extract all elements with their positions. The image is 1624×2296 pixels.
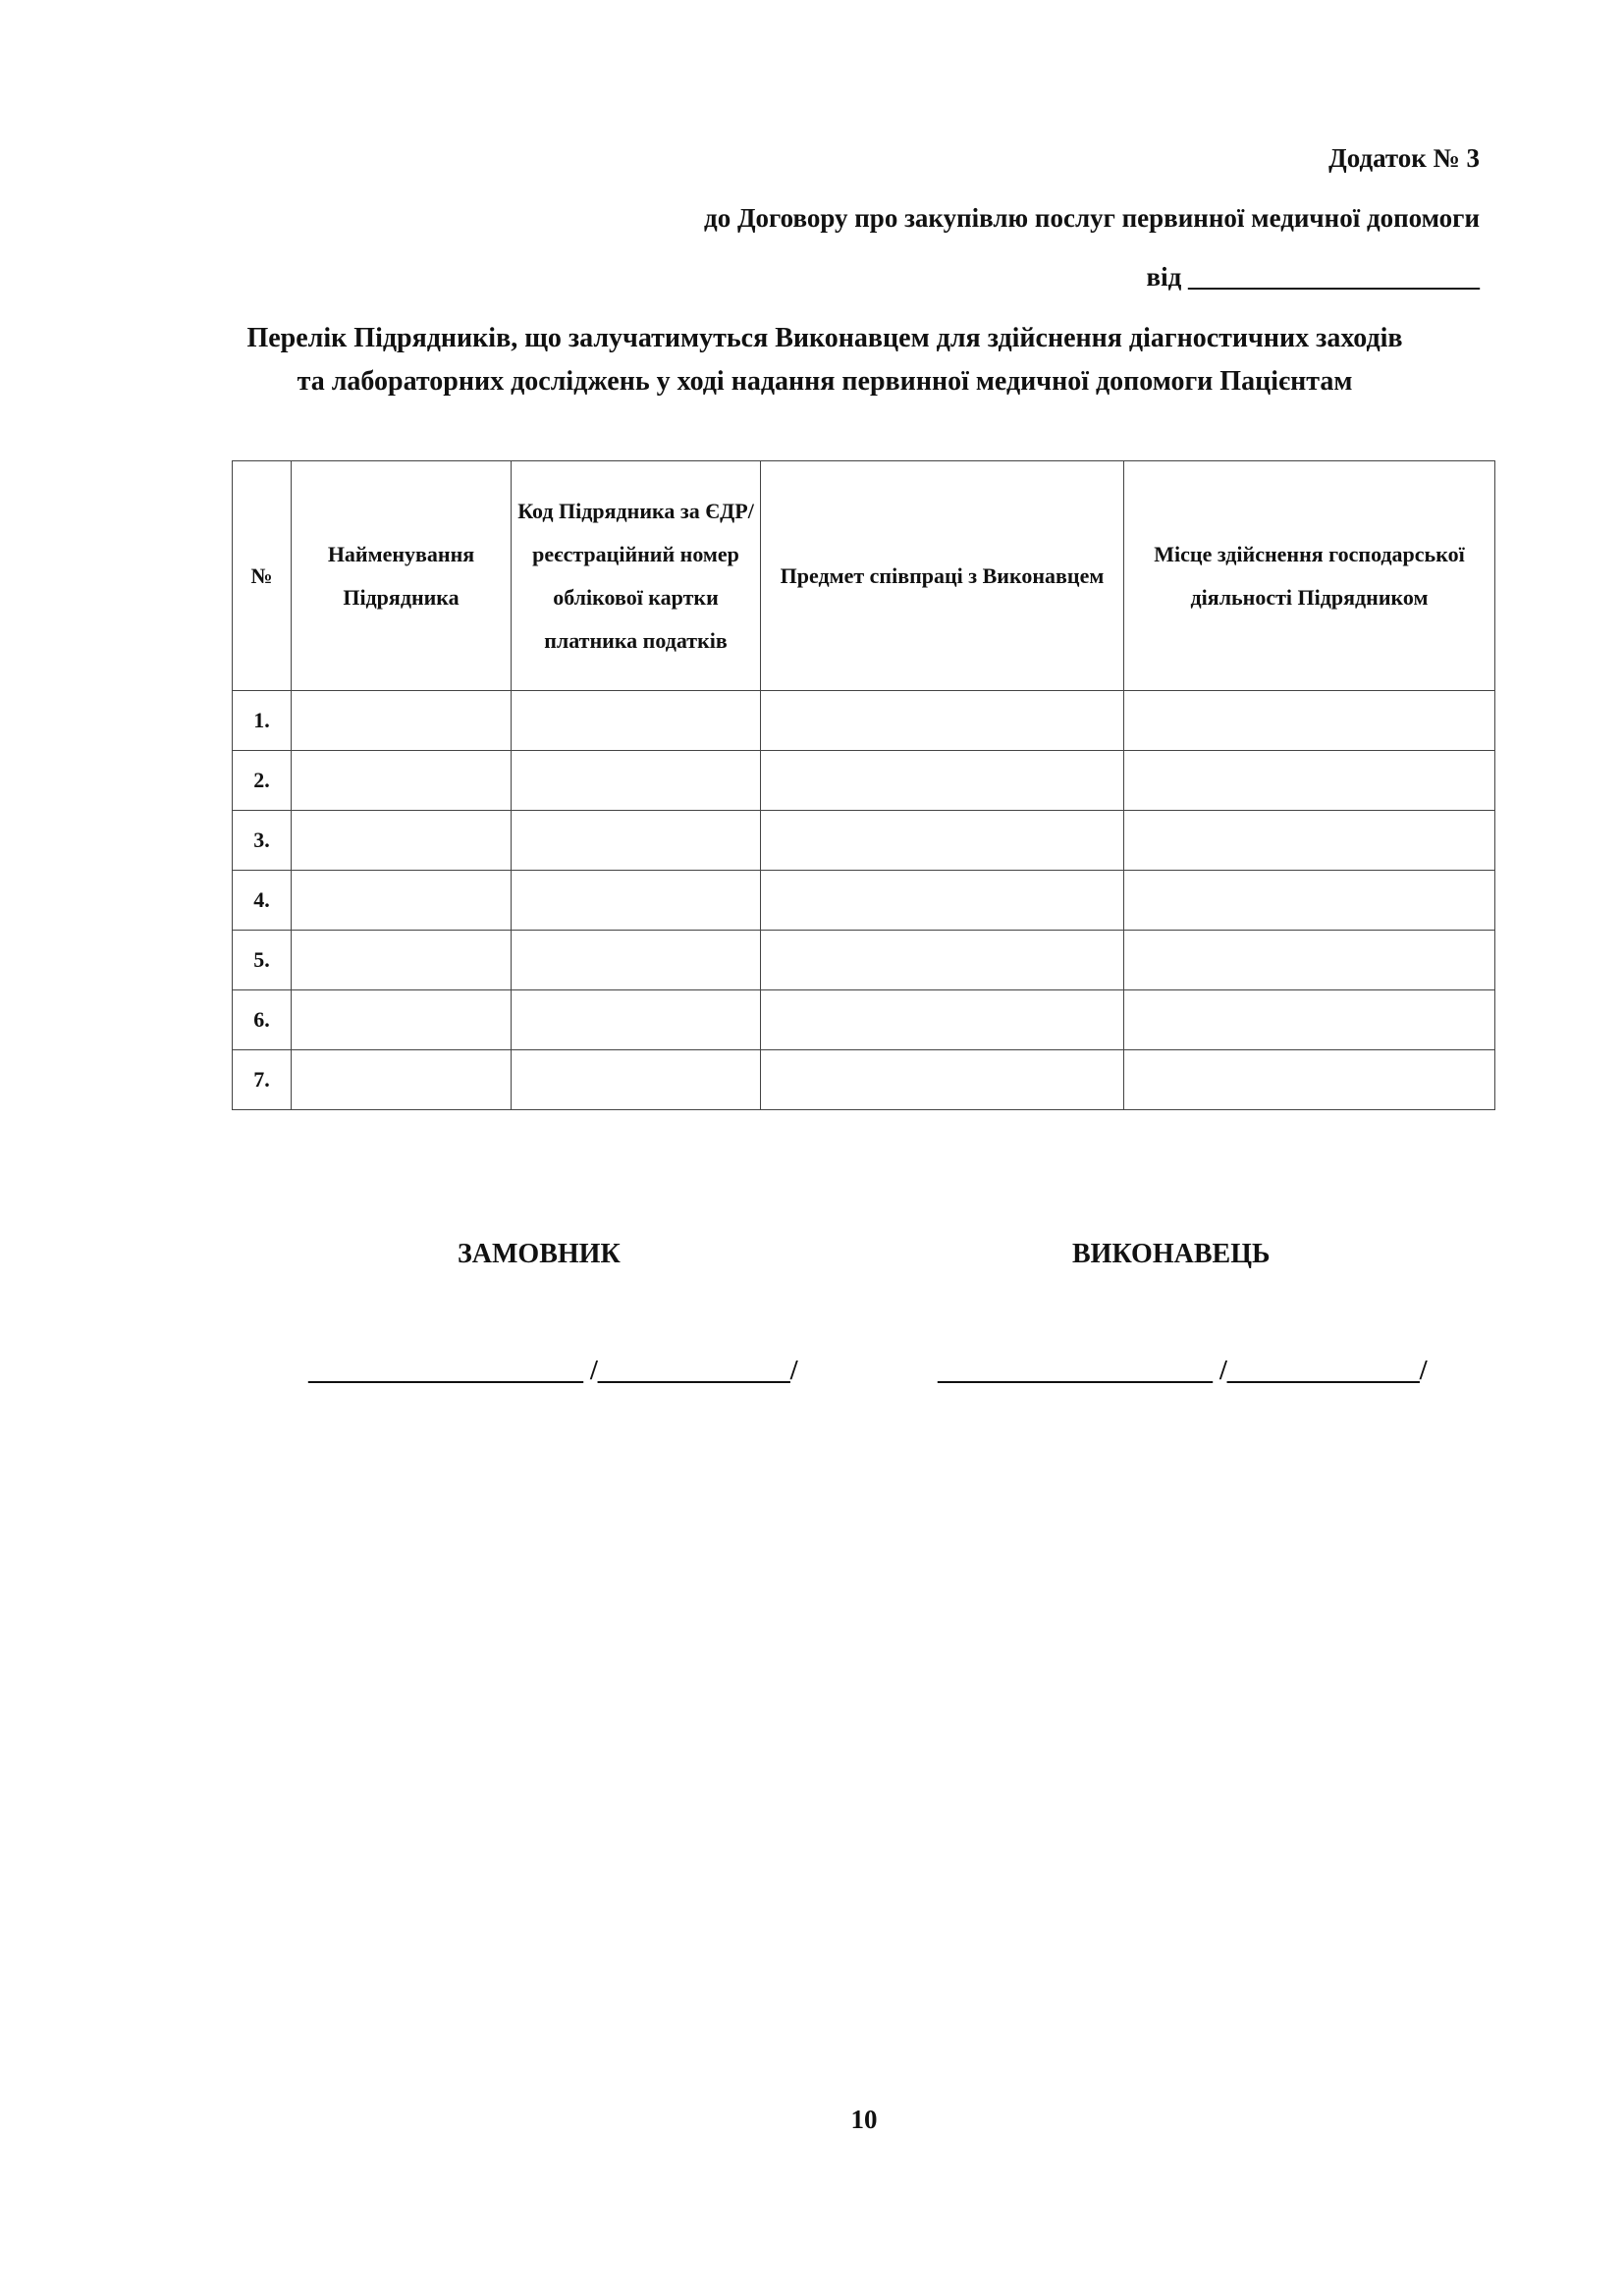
cell-name[interactable] [292, 871, 512, 931]
row-number: 7. [233, 1050, 292, 1110]
cell-name[interactable] [292, 990, 512, 1050]
customer-signature-line[interactable]: ____________________ /______________/ [308, 1356, 798, 1386]
contract-reference: до Договору про закупівлю послуг первинної медичної допомоги [704, 203, 1480, 233]
cell-code[interactable] [512, 751, 761, 811]
cell-subject[interactable] [761, 811, 1124, 871]
contractor-signature-line[interactable]: ____________________ /______________/ [938, 1356, 1428, 1386]
table-row [233, 1050, 1495, 1110]
cell-name[interactable] [292, 811, 512, 871]
row-number: 3. [233, 811, 292, 871]
subcontractors-table [232, 460, 1495, 1110]
cell-subject[interactable] [761, 990, 1124, 1050]
cell-subject[interactable] [761, 1050, 1124, 1110]
cell-subject[interactable] [761, 871, 1124, 931]
cell-code[interactable] [512, 811, 761, 871]
table-row [233, 931, 1495, 990]
cell-code[interactable] [512, 931, 761, 990]
cell-location[interactable] [1124, 751, 1495, 811]
row-number: 5. [233, 931, 292, 990]
column-header-location: Місце здійснення господарської діяльності Підрядником [1124, 461, 1495, 691]
cell-location[interactable] [1124, 990, 1495, 1050]
contractor-label: ВИКОНАВЕЦЬ [1072, 1239, 1271, 1269]
table-row [233, 871, 1495, 931]
table-row [233, 811, 1495, 871]
appendix-number: Додаток № 3 [1328, 143, 1480, 173]
customer-label: ЗАМОВНИК [458, 1239, 621, 1269]
cell-location[interactable] [1124, 1050, 1495, 1110]
row-number: 4. [233, 871, 292, 931]
cell-code[interactable] [512, 691, 761, 751]
cell-name[interactable] [292, 931, 512, 990]
cell-location[interactable] [1124, 871, 1495, 931]
cell-code[interactable] [512, 1050, 761, 1110]
table-header-row [233, 461, 1495, 691]
cell-subject[interactable] [761, 751, 1124, 811]
cell-name[interactable] [292, 691, 512, 751]
column-header-code: Код Підрядника за ЄДР/реєстраційний номер облікової картки платника податків [512, 461, 761, 691]
column-header-subject: Предмет співпраці з Виконавцем [761, 461, 1124, 691]
page-number: 10 [850, 2105, 878, 2134]
cell-code[interactable] [512, 990, 761, 1050]
cell-subject[interactable] [761, 691, 1124, 751]
date-field: від ______________________ [1146, 262, 1480, 292]
column-header-number: № [233, 461, 292, 691]
cell-subject[interactable] [761, 931, 1124, 990]
row-number: 2. [233, 751, 292, 811]
cell-location[interactable] [1124, 691, 1495, 751]
cell-location[interactable] [1124, 811, 1495, 871]
cell-code[interactable] [512, 871, 761, 931]
document-title: Перелік Підрядників, що залучатимуться Виконавцем для здійснення діагностичних заходів та лабораторних досліджень у ході надання первинної медичної допомоги Пацієнтам [246, 323, 1403, 397]
column-header-name: Найменування Підрядника [292, 461, 512, 691]
row-number: 6. [233, 990, 292, 1050]
row-number: 1. [233, 691, 292, 751]
cell-name[interactable] [292, 751, 512, 811]
table-row [233, 751, 1495, 811]
table-row [233, 691, 1495, 751]
cell-location[interactable] [1124, 931, 1495, 990]
cell-name[interactable] [292, 1050, 512, 1110]
table-row [233, 990, 1495, 1050]
